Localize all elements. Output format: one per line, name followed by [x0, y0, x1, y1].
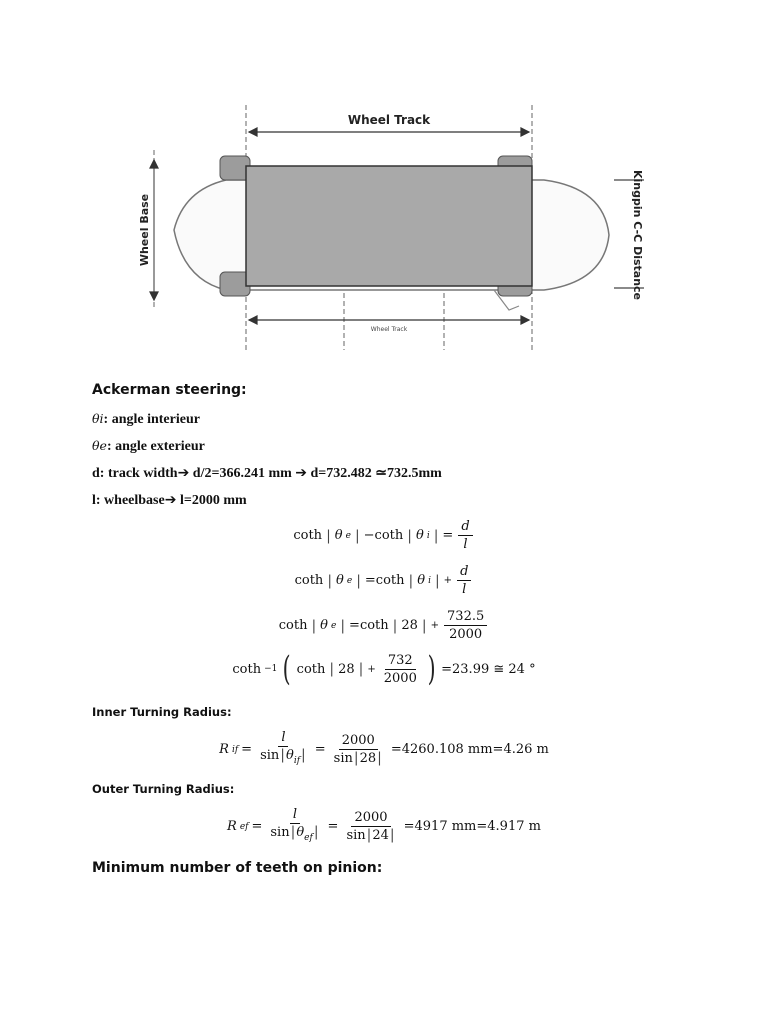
def-theta-e-text: : angle exterieur [106, 439, 205, 454]
arrow-icon: ➔ [295, 465, 308, 481]
inner-num1: l [278, 730, 288, 747]
eq1-minus-coth: −coth [363, 528, 404, 543]
eq1-fraction [458, 519, 472, 552]
eq3-fraction [444, 609, 487, 642]
inner-den1: sin [260, 748, 280, 763]
wheel-track-top-label: Wheel Track [347, 113, 431, 127]
equation-3: coth | θ e | =coth | 28 | + $\frac{732.5}{2000}$ [0, 609, 768, 642]
eq2-sub-e: e [346, 575, 353, 586]
eq1-theta-i: θ [415, 528, 424, 543]
eq4-fraction [381, 653, 420, 686]
eq3-plus: + [430, 620, 440, 631]
eq2-plus: + [443, 575, 453, 586]
eq3-coth: coth [278, 618, 308, 633]
eq4-den: 2000 [383, 670, 417, 686]
eq1-coth: coth [293, 528, 323, 543]
eq3-theta: θ [320, 618, 328, 633]
eq4-num: 732 [385, 653, 416, 670]
eq2-theta: θ [336, 573, 344, 588]
eq3-den: 2000 [449, 627, 483, 642]
eq3-eq-coth: =coth [349, 618, 389, 633]
outer-num2: 2000 [351, 810, 390, 827]
inner-num2: 2000 [339, 733, 378, 750]
def-theta-i-text: : angle interieur [103, 412, 200, 427]
kingpin-distance-label: Kingpin C-C Distance [631, 169, 644, 301]
outer-radius-label: Outer Turning Radius: [92, 782, 235, 796]
eq1-den: l [463, 537, 468, 552]
inner-R: R [219, 742, 229, 757]
def-theta-i [92, 411, 200, 428]
def-theta-e-symbol: θe [92, 438, 107, 453]
outer-den1-sub: ef [304, 833, 313, 843]
wheelbase-label: l: wheelbase [92, 493, 165, 508]
outer-den1: sin [270, 825, 290, 840]
equation-4: coth −1 ( coth | 28 | + $\frac{732}{2000}$ ) =23.99 ≅ 24 ° [232, 649, 536, 689]
eq1-sub-e: e [345, 530, 351, 541]
arrow-icon: ➔ [164, 492, 177, 508]
def-theta-i-symbol: θi [92, 411, 104, 426]
def-track-width [92, 465, 442, 482]
eq1-num: d [458, 519, 472, 536]
eq4-arg: 28 [338, 661, 355, 677]
wheel-track-bottom-label: Wheel Track [370, 326, 408, 333]
inner-den1-sub: if [293, 756, 301, 766]
equation-2: coth | θ e | =coth | θ i | + $\frac{d}{l}$ [0, 564, 768, 597]
vehicle-diagram-svg [134, 100, 644, 352]
track-half-value: d/2=366.241 mm [189, 466, 296, 481]
eq4-exponent: −1 [264, 664, 278, 674]
eq1-theta: θ [334, 528, 343, 543]
outer-R: R [227, 819, 237, 834]
outer-num1: l [290, 807, 300, 824]
eq4-coth: coth [232, 661, 262, 677]
outer-frac-1: $\frac{l}{\sin|\theta_{ef}|}$ [270, 807, 319, 843]
eq3-arg: 28 [401, 618, 418, 633]
eq1-equals: = [442, 528, 454, 543]
inner-radius-label: Inner Turning Radius: [92, 705, 232, 719]
inner-frac-2: $\frac{2000}{\sin|28|}$ [333, 733, 382, 766]
eq4-result: =23.99 ≅ 24 ° [441, 661, 536, 677]
eq2-num: d [457, 564, 471, 581]
eq4-inner-coth: coth [296, 661, 326, 677]
eq2-eq-coth: =coth [364, 573, 405, 588]
eq2-fraction [457, 564, 471, 597]
equation-1: coth | θ e | −coth | θ i | = $\frac{d}{l}$ [0, 519, 768, 552]
outer-result: =4917 mm=4.917 m [403, 819, 541, 834]
def-theta-e [92, 438, 205, 455]
inner-radius-equation: R if = $\frac{l}{\sin|\theta_{if}|}$ = $\frac{2000}{\sin|28|}$ =4260.108 mm=4.26 m [0, 730, 768, 769]
inner-den2-arg: 28 [359, 751, 377, 766]
outer-R-sub: ef [239, 821, 249, 832]
wheelbase-value: l=2000 mm [176, 493, 247, 508]
chassis-rectangle [246, 166, 532, 286]
eq3-sub-e: e [331, 620, 337, 631]
arrow-icon: ➔ [177, 465, 190, 481]
eq3-num: 732.5 [444, 609, 487, 626]
def-wheelbase [92, 492, 247, 509]
eq2-den: l [462, 582, 467, 597]
inner-R-sub: if [231, 744, 239, 755]
eq2-sub-i: i [428, 575, 431, 586]
ackerman-heading: Ackerman steering: [92, 382, 247, 398]
eq1-sub-i: i [426, 530, 430, 541]
pinion-heading: Minimum number of teeth on pinion: [92, 860, 383, 876]
eq2-coth: coth [294, 573, 324, 588]
track-width-label: d: track width [92, 466, 178, 481]
eq2-theta-i: θ [417, 573, 426, 588]
outer-den2-arg: 24 [372, 828, 389, 843]
vehicle-diagram [134, 100, 644, 352]
outer-frac-2: $\frac{2000}{\sin|24|}$ [346, 810, 395, 843]
wheel-base-label: Wheel Base [138, 193, 151, 267]
track-full-value: d=732.482 ≃732.5mm [307, 466, 442, 481]
inner-den2: sin [333, 751, 353, 766]
eq4-plus: + [367, 663, 376, 675]
inner-frac-1: $\frac{l}{\sin|\theta_{if}|}$ [260, 730, 306, 766]
outer-den2: sin [346, 828, 366, 843]
outer-radius-equation: R ef = $\frac{l}{\sin|\theta_{ef}|}$ = $\frac{2000}{\sin|24|}$ =4917 mm=4.917 m [0, 807, 768, 846]
inner-result: =4260.108 mm=4.26 m [390, 742, 549, 757]
